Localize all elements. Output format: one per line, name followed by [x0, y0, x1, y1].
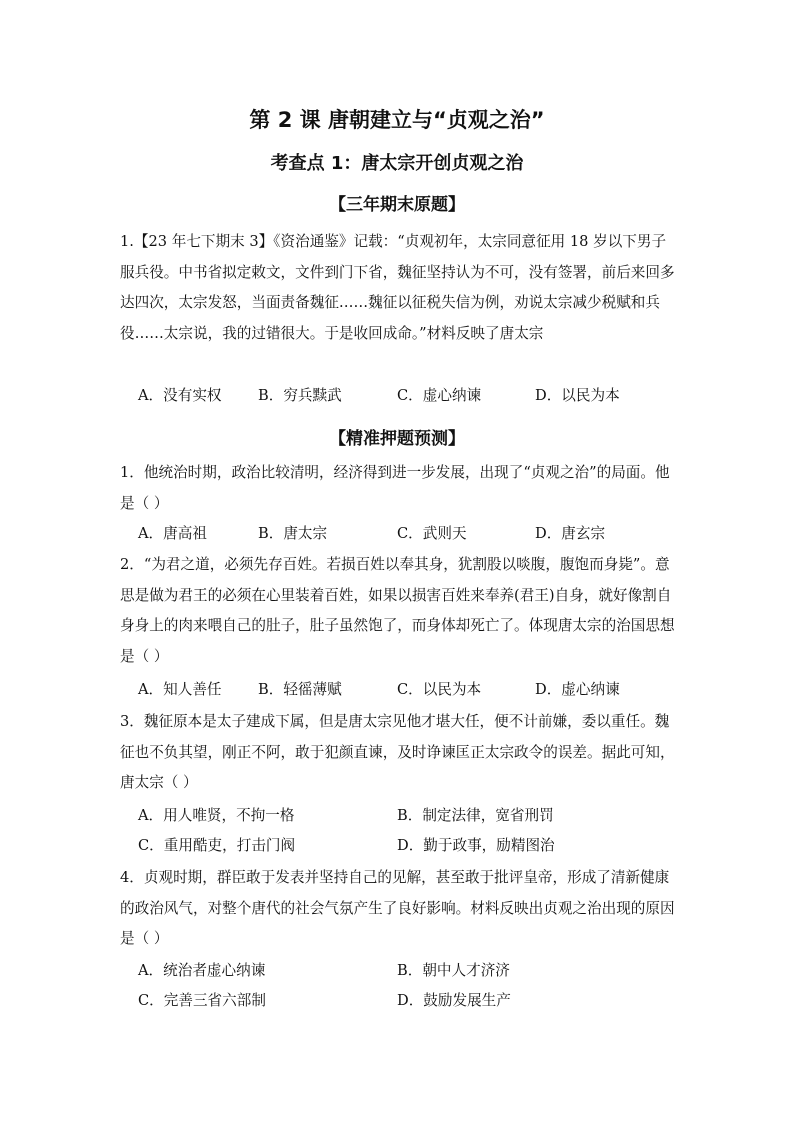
question-options — [138, 956, 698, 986]
question-options — [138, 986, 698, 1016]
question-text: 1．他统治时期，政治比较清明，经济得到进一步发展，出现了“贞观之治”的局面。他是（ ） — [120, 464, 670, 512]
section-heading-prediction: 【精准押题预测】 — [329, 429, 465, 449]
page-subtitle: 考查点 1：唐太宗开创贞观之治 — [270, 153, 524, 174]
option-d: D．唐玄宗 — [535, 525, 606, 542]
option-a: A．没有实权 — [138, 387, 222, 404]
option-a: A．用人唯贤，不拘一格 — [138, 807, 295, 824]
option-b: B．制定法律，宽省刑罚 — [397, 807, 554, 824]
question-options — [138, 801, 698, 831]
question-text: 3．魏征原本是太子建成下属，但是唐太宗见他才堪大任，便不计前嫌，委以重任。魏征也不负其望，刚正不阿，敢于犯颜直谏，及时诤谏匡正太宗政令的误差。据此可知，唐太宗（ ） — [120, 713, 675, 791]
option-a: A．统治者虚心纳谏 — [138, 962, 266, 979]
option-c: C．重用酷吏，打击门阀 — [138, 837, 296, 854]
option-d: D．鼓励发展生产 — [397, 992, 511, 1009]
question-options — [138, 831, 698, 861]
option-a: A．唐高祖 — [138, 525, 207, 542]
option-c: C．完善三省六部制 — [138, 992, 266, 1009]
option-d: D．虚心纳谏 — [535, 681, 620, 698]
page-title: 第 2 课 唐朝建立与“贞观之治” — [249, 108, 545, 132]
question-text: 2．“为君之道，必须先存百姓。若损百姓以奉其身，犹割股以啖腹，腹饱而身毙”。意思是做为君王的必须在心里装着百姓，如果以损害百姓来奉养(君王)自身，就好像割自身身上的肉来喂自己的肚子，肚子虽然饱了，而身体却死亡了。体现唐太宗的治国思想是（ ） — [120, 556, 675, 665]
section-heading-past-exam: 【三年期末原题】 — [329, 195, 465, 215]
option-c: C．武则天 — [397, 525, 467, 542]
option-b: B．唐太宗 — [258, 525, 328, 542]
question-options — [138, 675, 698, 705]
question-options — [138, 519, 698, 549]
option-c: C．虚心纳谏 — [397, 387, 482, 404]
option-b: B．穷兵黩武 — [258, 387, 342, 404]
question-text: 1.【23 年七下期末 3】《资治通鉴》记载：“贞观初年，太宗同意征用 18 岁以下男子服兵役。中书省拟定敕文，文件到门下省，魏征坚持认为不可，没有签署，前后来回多达四次，太宗发怒，当面责备魏征……魏征以征税失信为例，劝说太宗减少税赋和兵役……太宗说，我的过错很大。于是收回成命。”材料反映了唐太宗 — [120, 233, 675, 342]
question-options — [138, 381, 698, 411]
option-d: D．勤于政事，励精图治 — [397, 837, 555, 854]
question-text: 4．贞观时期，群臣敢于发表并坚持自己的见解，甚至敢于批评皇帝，形成了清新健康的政治风气，对整个唐代的社会气氛产生了良好影响。材料反映出贞观之治出现的原因是（ ） — [120, 869, 675, 947]
option-a: A．知人善任 — [138, 681, 222, 698]
option-b: B．轻徭薄赋 — [258, 681, 342, 698]
option-d: D．以民为本 — [535, 387, 620, 404]
option-b: B．朝中人才济济 — [397, 962, 510, 979]
option-c: C．以民为本 — [397, 681, 482, 698]
